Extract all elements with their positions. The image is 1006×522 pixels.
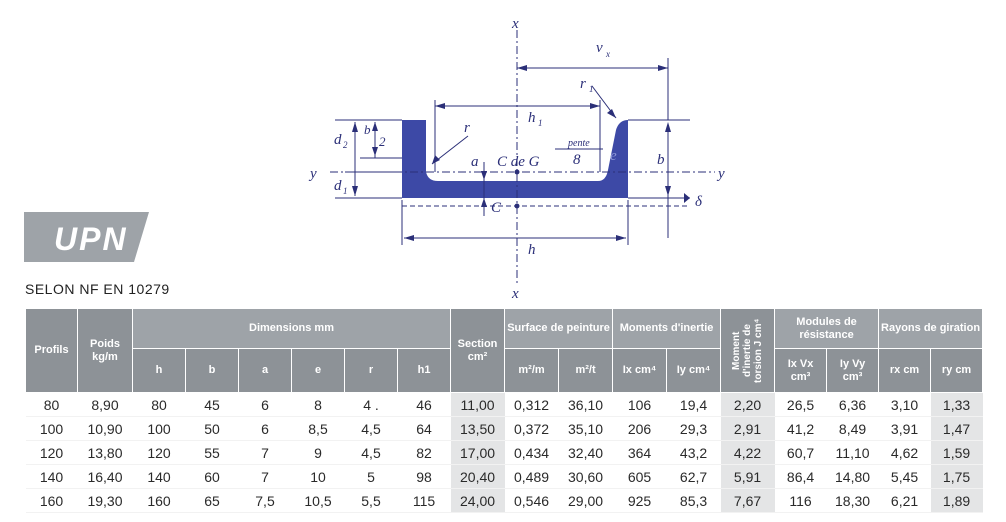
- table-cell: 98: [398, 465, 451, 489]
- table-cell: 0,546: [505, 489, 559, 513]
- upn-banner-title: UPN: [54, 221, 128, 257]
- label-d1: d: [334, 178, 342, 194]
- table-cell: 7,5: [239, 489, 292, 513]
- subheader-ixvx: Ix Vx cm³: [775, 349, 827, 393]
- table-cell: 120: [26, 441, 78, 465]
- table-cell: 2,91: [721, 417, 775, 441]
- table-cell: 5,45: [879, 465, 931, 489]
- table-cell: 17,00: [451, 441, 505, 465]
- label-b-over-2-num: b: [364, 122, 371, 137]
- table-cell: 5,91: [721, 465, 775, 489]
- standard-subtitle: SELON NF EN 10279: [25, 281, 170, 297]
- table-cell: 29,00: [559, 489, 613, 513]
- table-cell: 140: [133, 465, 186, 489]
- subheader-ry: ry cm: [931, 349, 983, 393]
- table-cell: 605: [613, 465, 667, 489]
- subheader-ix: Ix cm⁴: [613, 349, 667, 393]
- table-cell: 55: [186, 441, 239, 465]
- subheader-b: b: [186, 349, 239, 393]
- table-cell: 32,40: [559, 441, 613, 465]
- table-cell: 1,47: [931, 417, 983, 441]
- subheader-m2m: m²/m: [505, 349, 559, 393]
- table-cell: 50: [186, 417, 239, 441]
- table-cell: 20,40: [451, 465, 505, 489]
- table-cell: 1,75: [931, 465, 983, 489]
- table-cell: 0,312: [505, 393, 559, 417]
- table-cell: 35,10: [559, 417, 613, 441]
- table-cell: 4,5: [345, 441, 398, 465]
- table-cell: 100: [26, 417, 78, 441]
- table-cell: 1,59: [931, 441, 983, 465]
- table-cell: 85,3: [667, 489, 721, 513]
- table-cell: 8,5: [292, 417, 345, 441]
- table-cell: 14,80: [827, 465, 879, 489]
- table-cell: 4,5: [345, 417, 398, 441]
- table-cell: 60,7: [775, 441, 827, 465]
- table-cell: 10: [292, 465, 345, 489]
- table-cell: 13,50: [451, 417, 505, 441]
- header-modules: Modules de résistance: [775, 309, 879, 349]
- table-cell: 64: [398, 417, 451, 441]
- table-cell: 0,489: [505, 465, 559, 489]
- table-cell: 36,10: [559, 393, 613, 417]
- subheader-h: h: [133, 349, 186, 393]
- table-cell: 0,434: [505, 441, 559, 465]
- label-a: a: [471, 154, 479, 170]
- table-row: [26, 417, 983, 441]
- table-cell: 60: [186, 465, 239, 489]
- label-y-left: y: [310, 166, 317, 182]
- table-cell: 5,5: [345, 489, 398, 513]
- table-cell: 120: [133, 441, 186, 465]
- table-cell: 82: [398, 441, 451, 465]
- table-cell: 6,21: [879, 489, 931, 513]
- table-cell: 4,62: [879, 441, 931, 465]
- label-b-over-2-den: 2: [379, 134, 386, 149]
- table-cell: 11,00: [451, 393, 505, 417]
- label-h1-sub: 1: [538, 118, 543, 128]
- table-cell: 206: [613, 417, 667, 441]
- subheader-rx: rx cm: [879, 349, 931, 393]
- label-h: h: [528, 242, 536, 258]
- table-row: [26, 465, 983, 489]
- table-cell: 3,10: [879, 393, 931, 417]
- table-cell: 364: [613, 441, 667, 465]
- subheader-r: r: [345, 349, 398, 393]
- table-cell: 41,2: [775, 417, 827, 441]
- label-pente: pente: [568, 138, 590, 149]
- table-cell: 30,60: [559, 465, 613, 489]
- table-cell: 160: [133, 489, 186, 513]
- table-row: [26, 489, 983, 513]
- upn-banner: [24, 212, 149, 262]
- table-cell: 6: [239, 393, 292, 417]
- header-rayons: Rayons de giration: [879, 309, 983, 349]
- table-cell: 18,30: [827, 489, 879, 513]
- table-cell: 8,49: [827, 417, 879, 441]
- subheader-a: a: [239, 349, 292, 393]
- table-cell: 925: [613, 489, 667, 513]
- upn-properties-table: [25, 308, 983, 513]
- label-vx: v: [596, 40, 603, 56]
- header-torsion: Moment d'inertie de torsion J cm⁴: [721, 309, 775, 393]
- header-section: Section cm²: [451, 309, 505, 393]
- table-cell: 7: [239, 465, 292, 489]
- subheader-m2t: m²/t: [559, 349, 613, 393]
- label-x-bottom: x: [512, 286, 519, 300]
- table-cell: 160: [26, 489, 78, 513]
- header-surface: Surface de peinture: [505, 309, 613, 349]
- table-cell: 140: [26, 465, 78, 489]
- table-cell: 5: [345, 465, 398, 489]
- label-d1-sub: 1: [343, 186, 348, 196]
- label-r1-sub: 1: [589, 84, 594, 94]
- table-cell: 100: [133, 417, 186, 441]
- table-row: [26, 393, 983, 417]
- table-cell: 10,5: [292, 489, 345, 513]
- label-delta: δ: [695, 194, 702, 210]
- label-h1: h: [528, 110, 536, 126]
- table-cell: 26,5: [775, 393, 827, 417]
- table-cell: 7: [239, 441, 292, 465]
- subheader-h1: h1: [398, 349, 451, 393]
- label-c: C: [491, 200, 502, 216]
- table-cell: 19,4: [667, 393, 721, 417]
- table-cell: 10,90: [78, 417, 133, 441]
- table-cell: 29,3: [667, 417, 721, 441]
- table-cell: 65: [186, 489, 239, 513]
- table-cell: 115: [398, 489, 451, 513]
- header-poids: Poids kg/m: [78, 309, 133, 393]
- subheader-e: e: [292, 349, 345, 393]
- table-cell: 80: [133, 393, 186, 417]
- label-x-top: x: [512, 16, 519, 32]
- table-cell: 62,7: [667, 465, 721, 489]
- table-cell: 7,67: [721, 489, 775, 513]
- table-cell: 6,36: [827, 393, 879, 417]
- subheader-iyvy: Iy Vy cm³: [827, 349, 879, 393]
- label-d2-sub: 2: [343, 140, 348, 150]
- table-cell: 46: [398, 393, 451, 417]
- header-profils: Profils: [26, 309, 78, 393]
- table-cell: 24,00: [451, 489, 505, 513]
- label-vx-sub: x: [606, 49, 610, 59]
- label-c-de-g: C de G: [497, 154, 540, 170]
- table-cell: 1,33: [931, 393, 983, 417]
- table-cell: 4 .: [345, 393, 398, 417]
- table-cell: 8: [292, 393, 345, 417]
- label-r1: r: [580, 76, 586, 92]
- label-d2: d: [334, 132, 342, 148]
- label-pente-value: 8: [573, 152, 581, 168]
- header-moments: Moments d'inertie: [613, 309, 721, 349]
- table-cell: 86,4: [775, 465, 827, 489]
- label-e: e: [610, 148, 617, 164]
- table-cell: 8,90: [78, 393, 133, 417]
- table-cell: 106: [613, 393, 667, 417]
- label-r: r: [464, 120, 470, 136]
- table-cell: 9: [292, 441, 345, 465]
- table-cell: 13,80: [78, 441, 133, 465]
- table-cell: 43,2: [667, 441, 721, 465]
- table-cell: 3,91: [879, 417, 931, 441]
- table-cell: 1,89: [931, 489, 983, 513]
- table-cell: 2,20: [721, 393, 775, 417]
- table-cell: 16,40: [78, 465, 133, 489]
- table-cell: 0,372: [505, 417, 559, 441]
- label-b: b: [657, 152, 665, 168]
- table-cell: 6: [239, 417, 292, 441]
- table-row: [26, 441, 983, 465]
- subheader-iy: Iy cm⁴: [667, 349, 721, 393]
- table-cell: 80: [26, 393, 78, 417]
- table-cell: 19,30: [78, 489, 133, 513]
- label-y-right: y: [718, 166, 725, 182]
- table-cell: 4,22: [721, 441, 775, 465]
- table-cell: 116: [775, 489, 827, 513]
- table-cell: 45: [186, 393, 239, 417]
- header-dimensions: Dimensions mm: [133, 309, 451, 349]
- table-cell: 11,10: [827, 441, 879, 465]
